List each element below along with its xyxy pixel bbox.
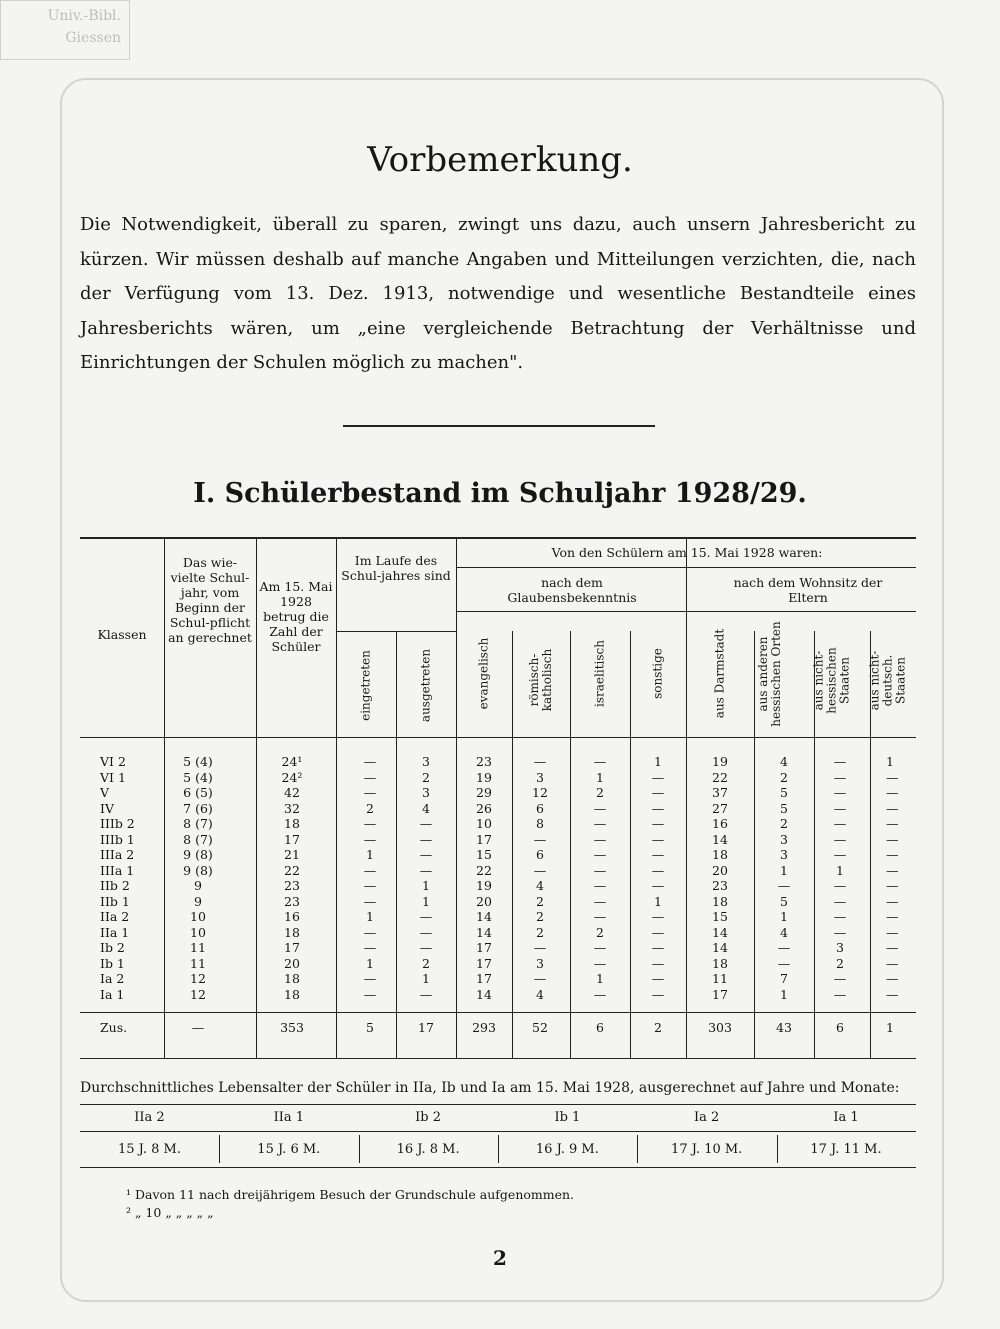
- table-cell: —: [363, 924, 377, 940]
- table-cell: —: [651, 986, 665, 1002]
- age-caption: Durchschnittliches Lebensalter der Schüler in IIa, Ib und Ia am 15. Mai 1928, ausgerechnet auf Jahre und Monate:: [80, 1080, 900, 1096]
- header-israelitisch: israelitisch: [592, 640, 607, 707]
- table-cell: 6: [536, 800, 544, 816]
- table-cell: —: [651, 940, 665, 955]
- table-cell: —: [593, 986, 607, 1002]
- total-cell: 293: [472, 1020, 496, 1035]
- table-cell: 1: [366, 909, 374, 924]
- table-cell: —: [533, 831, 547, 847]
- table-cell: 32: [284, 800, 300, 816]
- table-cell: 6: [536, 847, 544, 862]
- table-cell: 5 (4): [183, 769, 213, 785]
- table-cell: —: [833, 831, 847, 847]
- table-cell: 11: [190, 940, 206, 955]
- age-header: Ia 1: [833, 1110, 859, 1125]
- table-cell: 4: [780, 924, 788, 940]
- table-cell: —: [651, 816, 665, 831]
- section-divider: [343, 425, 655, 427]
- age-separator: [359, 1135, 360, 1163]
- table-cell: 18: [284, 924, 300, 940]
- header-nichthessisch: aus nicht-hessischen Staaten: [811, 647, 852, 714]
- table-cell: 19: [712, 754, 728, 769]
- table-cell: 12: [532, 785, 548, 800]
- table-cell: 9: [194, 893, 202, 909]
- table-cell: 5 (4): [183, 754, 213, 769]
- intro-paragraph: Die Notwendigkeit, überall zu sparen, zwingt uns dazu, auch unsern Jahresbericht zu kürzen. Wir müssen deshalb auf manche Angaben und Mitteilungen verzichten, die, nach der Verfügung vom 13. Dez. 1913, notwendige und wesentliche Bestandteile eines Jahresberichts wären, um „eine vergleichende Betrachtung der Verhältnisse und Einrichtungen der Schulen möglich zu machen".: [80, 214, 916, 374]
- table-cell: 23: [476, 754, 492, 769]
- table-cell: —: [363, 893, 377, 909]
- table-cell: —: [886, 800, 899, 816]
- age-header: IIa 2: [134, 1110, 165, 1125]
- table-cell: 23: [284, 893, 300, 909]
- page-title: Vorbemerkung.: [367, 140, 633, 180]
- table-cell: 9: [194, 878, 202, 893]
- table-cell: 2: [422, 955, 430, 971]
- table-cell: —: [651, 878, 665, 893]
- table-cell: 5: [780, 800, 788, 816]
- age-separator: [637, 1135, 638, 1163]
- table-cell: —: [363, 831, 377, 847]
- header-sonstige: sonstige: [650, 648, 665, 699]
- table-cell: 3: [536, 769, 544, 785]
- table-cell: —: [363, 816, 377, 831]
- table-cell: 17: [284, 940, 300, 955]
- table-cell: IIIb 1: [100, 831, 135, 847]
- table-cell: 2: [836, 955, 844, 971]
- table-cell: V: [100, 785, 110, 800]
- table-cell: 20: [712, 862, 728, 878]
- table-cell: 3: [836, 940, 844, 955]
- table-cell: —: [533, 940, 547, 955]
- footnote-1: ¹ Davon 11 nach dreijährigem Besuch der Grundschule aufgenommen.: [126, 1187, 575, 1202]
- table-cell: 21: [284, 847, 300, 862]
- table-cell: 23: [712, 878, 728, 893]
- header-wohnsitz: nach dem Wohnsitz der Eltern: [733, 575, 883, 605]
- table-cell: —: [886, 816, 899, 831]
- table-cell: —: [593, 816, 607, 831]
- age-value: 15 J. 8 M.: [118, 1142, 181, 1157]
- table-cell: 1: [422, 878, 430, 893]
- total-cell: 6: [596, 1020, 604, 1035]
- table-cell: 24¹: [281, 754, 303, 769]
- table-cell: 1: [366, 955, 374, 971]
- table-cell: —: [886, 909, 899, 924]
- table-cell: 1: [366, 847, 374, 862]
- student-table: [80, 537, 916, 1059]
- table-cell: 1: [780, 986, 788, 1002]
- footnote-2: ² „ 10 „ „ „ „ „: [126, 1205, 214, 1220]
- table-cell: —: [886, 893, 899, 909]
- header-zahl: Am 15. Mai 1928 betrug die Zahl der Schüler: [259, 579, 333, 654]
- table-cell: —: [886, 862, 899, 878]
- table-cell: —: [833, 893, 847, 909]
- table-cell: 2: [536, 909, 544, 924]
- table-cell: —: [533, 862, 547, 878]
- header-laufe: Im Laufe des Schul-jahres sind: [341, 553, 451, 583]
- table-cell: 14: [476, 924, 492, 940]
- table-cell: —: [593, 754, 607, 769]
- table-cell: 42: [284, 785, 300, 800]
- table-cell: —: [833, 878, 847, 893]
- table-cell: 1: [596, 971, 604, 986]
- table-cell: —: [363, 769, 377, 785]
- table-cell: —: [419, 862, 433, 878]
- total-cell: 17: [418, 1020, 434, 1035]
- table-cell: Ib 2: [100, 940, 125, 955]
- table-cell: —: [419, 909, 433, 924]
- table-cell: —: [419, 924, 433, 940]
- table-cell: 17: [712, 986, 728, 1002]
- table-cell: 8 (7): [183, 831, 213, 847]
- table-cell: IIb 2: [100, 878, 130, 893]
- table-cell: —: [593, 955, 607, 971]
- table-cell: —: [419, 831, 433, 847]
- table-cell: —: [833, 754, 847, 769]
- table-cell: 3: [536, 955, 544, 971]
- table-cell: 9 (8): [183, 862, 213, 878]
- stamp-line-1: Univ.-Bibl.: [47, 8, 121, 24]
- table-cell: 7 (6): [183, 800, 213, 816]
- age-table: [80, 1104, 916, 1168]
- table-cell: —: [833, 816, 847, 831]
- table-cell: 10: [190, 924, 206, 940]
- table-cell: VI 2: [100, 754, 126, 769]
- table-cell: —: [833, 986, 847, 1002]
- table-cell: IIb 1: [100, 893, 130, 909]
- age-separator: [498, 1135, 499, 1163]
- table-cell: 15: [712, 909, 728, 924]
- table-cell: —: [651, 800, 665, 816]
- page-number: 2: [493, 1246, 507, 1270]
- table-cell: 8: [536, 816, 544, 831]
- age-value: 17 J. 10 M.: [671, 1142, 743, 1157]
- table-cell: —: [886, 940, 899, 955]
- table-cell: IIIa 2: [100, 847, 135, 862]
- table-cell: 20: [476, 893, 492, 909]
- table-cell: —: [886, 924, 899, 940]
- table-cell: 19: [476, 769, 492, 785]
- table-cell: 29: [476, 785, 492, 800]
- table-cell: —: [363, 986, 377, 1002]
- table-cell: 2: [536, 893, 544, 909]
- table-cell: 14: [476, 986, 492, 1002]
- table-cell: 2: [366, 800, 374, 816]
- table-cell: 17: [284, 831, 300, 847]
- table-cell: 5: [780, 893, 788, 909]
- table-cell: 22: [712, 769, 728, 785]
- table-cell: —: [363, 785, 377, 800]
- header-evangelisch: evangelisch: [476, 637, 491, 710]
- library-stamp: [0, 0, 130, 60]
- table-cell: —: [593, 909, 607, 924]
- total-cell: 5: [366, 1020, 374, 1035]
- table-cell: —: [833, 785, 847, 800]
- table-cell: —: [777, 955, 791, 971]
- age-value: 16 J. 9 M.: [535, 1142, 599, 1157]
- table-cell: 15: [476, 847, 492, 862]
- total-cell: Zus.: [100, 1020, 128, 1035]
- table-cell: 1: [886, 754, 894, 769]
- table-cell: 1: [422, 893, 430, 909]
- table-cell: 26: [476, 800, 492, 816]
- table-cell: —: [833, 847, 847, 862]
- table-cell: 7: [780, 971, 788, 986]
- table-cell: 17: [476, 940, 492, 955]
- table-cell: 1: [596, 769, 604, 785]
- table-cell: IIIa 1: [100, 862, 135, 878]
- table-cell: —: [363, 940, 377, 955]
- table-cell: —: [651, 769, 665, 785]
- total-cell: —: [191, 1020, 205, 1035]
- age-header: Ia 2: [694, 1110, 720, 1125]
- table-cell: IIIb 2: [100, 816, 135, 831]
- table-cell: —: [593, 800, 607, 816]
- table-cell: IV: [100, 800, 114, 816]
- table-cell: —: [651, 971, 665, 986]
- table-cell: —: [593, 940, 607, 955]
- table-cell: —: [593, 862, 607, 878]
- table-cell: 17: [476, 831, 492, 847]
- total-cell: 6: [836, 1020, 844, 1035]
- table-cell: —: [363, 862, 377, 878]
- table-cell: 4: [780, 754, 788, 769]
- table-cell: 23: [284, 878, 300, 893]
- table-cell: 17: [476, 971, 492, 986]
- total-cell: 43: [776, 1020, 792, 1035]
- table-cell: —: [533, 754, 547, 769]
- header-hessisch: aus anderen hessischen Orten: [756, 621, 783, 727]
- table-cell: 1: [780, 862, 788, 878]
- table-cell: 18: [284, 986, 300, 1002]
- table-cell: 11: [712, 971, 728, 986]
- total-cell: 1: [886, 1020, 894, 1035]
- table-cell: 10: [190, 909, 206, 924]
- table-cell: 1: [836, 862, 844, 878]
- table-cell: 12: [190, 971, 206, 986]
- table-cell: Ib 1: [100, 955, 125, 971]
- table-cell: 37: [712, 785, 728, 800]
- table-cell: 11: [190, 955, 206, 971]
- table-cell: 3: [780, 831, 788, 847]
- table-cell: —: [651, 862, 665, 878]
- table-cell: —: [777, 878, 791, 893]
- age-separator: [777, 1135, 778, 1163]
- age-value: 15 J. 6 M.: [257, 1142, 321, 1157]
- table-cell: 8 (7): [183, 816, 213, 831]
- header-ausgetreten: ausgetreten: [418, 648, 433, 723]
- table-cell: 3: [422, 785, 430, 800]
- age-value: 17 J. 11 M.: [810, 1142, 882, 1157]
- table-cell: 19: [476, 878, 492, 893]
- table-cell: —: [886, 847, 899, 862]
- table-cell: 2: [780, 816, 788, 831]
- table-cell: 14: [712, 940, 728, 955]
- age-header: Ib 1: [554, 1110, 581, 1125]
- table-cell: 4: [422, 800, 430, 816]
- table-cell: —: [419, 847, 433, 862]
- table-cell: 2: [596, 924, 604, 940]
- table-cell: Ia 2: [100, 971, 125, 986]
- table-cell: —: [419, 940, 433, 955]
- table-cell: 2: [596, 785, 604, 800]
- header-glauben: nach dem Glaubensbekenntnis: [507, 575, 637, 605]
- table-cell: 1: [654, 893, 662, 909]
- table-cell: 3: [422, 754, 430, 769]
- header-klassen: Klassen: [97, 627, 147, 642]
- table-cell: 22: [284, 862, 300, 878]
- table-cell: IIa 2: [100, 909, 130, 924]
- table-cell: 16: [284, 909, 300, 924]
- table-cell: —: [833, 971, 847, 986]
- table-cell: 1: [780, 909, 788, 924]
- table-cell: —: [886, 971, 899, 986]
- table-cell: 4: [536, 986, 544, 1002]
- table-cell: 18: [284, 816, 300, 831]
- table-cell: 4: [536, 878, 544, 893]
- table-cell: —: [363, 971, 377, 986]
- table-cell: —: [651, 955, 665, 971]
- table-cell: IIa 1: [100, 924, 130, 940]
- table-cell: —: [651, 831, 665, 847]
- table-cell: 18: [712, 955, 728, 971]
- table-cell: —: [593, 893, 607, 909]
- table-cell: 5: [780, 785, 788, 800]
- table-cell: 22: [476, 862, 492, 878]
- table-cell: —: [886, 878, 899, 893]
- total-cell: 52: [532, 1020, 548, 1035]
- table-cell: 1: [422, 971, 430, 986]
- table-cell: —: [363, 754, 377, 769]
- table-cell: —: [833, 800, 847, 816]
- table-cell: 2: [780, 769, 788, 785]
- table-cell: 14: [712, 831, 728, 847]
- header-darmstadt: aus Darmstadt: [712, 628, 727, 719]
- table-cell: —: [533, 971, 547, 986]
- table-cell: 2: [536, 924, 544, 940]
- table-cell: 1: [654, 754, 662, 769]
- table-cell: 3: [780, 847, 788, 862]
- table-cell: 18: [712, 893, 728, 909]
- table-cell: —: [651, 847, 665, 862]
- table-cell: 2: [422, 769, 430, 785]
- table-cell: —: [593, 831, 607, 847]
- table-cell: —: [419, 816, 433, 831]
- table-cell: —: [651, 785, 665, 800]
- table-cell: —: [886, 769, 899, 785]
- age-separator: [219, 1135, 220, 1163]
- table-cell: —: [777, 940, 791, 955]
- header-nichtdeutsch: aus nicht-deutsch. Staaten: [867, 650, 908, 711]
- table-cell: 16: [712, 816, 728, 831]
- table-cell: 18: [712, 847, 728, 862]
- table-cell: —: [886, 986, 899, 1002]
- table-cell: 17: [476, 955, 492, 971]
- table-cell: —: [833, 924, 847, 940]
- header-eingetreten: eingetreten: [358, 650, 373, 721]
- total-cell: 353: [280, 1020, 304, 1035]
- table-cell: —: [593, 847, 607, 862]
- header-von: Von den Schülern am 15. Mai 1928 waren:: [551, 545, 823, 560]
- table-cell: —: [886, 831, 899, 847]
- table-cell: —: [886, 785, 899, 800]
- table-cell: 20: [284, 955, 300, 971]
- table-cell: —: [419, 986, 433, 1002]
- age-header: IIa 1: [273, 1110, 305, 1125]
- header-katholisch: römisch-katholisch: [527, 648, 554, 712]
- header-schuljahr: Das wie-vielte Schul-jahr, vom Beginn der Schul-pflicht an gerechnet: [168, 555, 252, 645]
- table-cell: VI 1: [100, 769, 126, 785]
- table-cell: —: [651, 924, 665, 940]
- table-cell: 9 (8): [183, 847, 213, 862]
- table-cell: 24²: [281, 769, 303, 785]
- stamp-line-2: Giessen: [65, 30, 121, 46]
- table-cell: 10: [476, 816, 492, 831]
- age-value: 16 J. 8 M.: [396, 1142, 460, 1157]
- table-cell: 14: [712, 924, 728, 940]
- table-cell: 6 (5): [183, 785, 213, 800]
- table-cell: 18: [284, 971, 300, 986]
- table-cell: —: [833, 769, 847, 785]
- section-title: I. Schülerbestand im Schuljahr 1928/29.: [193, 478, 807, 509]
- table-cell: —: [886, 955, 899, 971]
- total-cell: 303: [708, 1020, 732, 1035]
- table-cell: 12: [190, 986, 206, 1002]
- table-cell: —: [363, 878, 377, 893]
- table-cell: —: [651, 909, 665, 924]
- table-cell: 27: [712, 800, 728, 816]
- age-header: Ib 2: [415, 1110, 442, 1125]
- table-cell: Ia 1: [100, 986, 125, 1002]
- table-cell: —: [593, 878, 607, 893]
- table-cell: —: [833, 909, 847, 924]
- total-cell: 2: [654, 1020, 662, 1035]
- table-cell: 14: [476, 909, 492, 924]
